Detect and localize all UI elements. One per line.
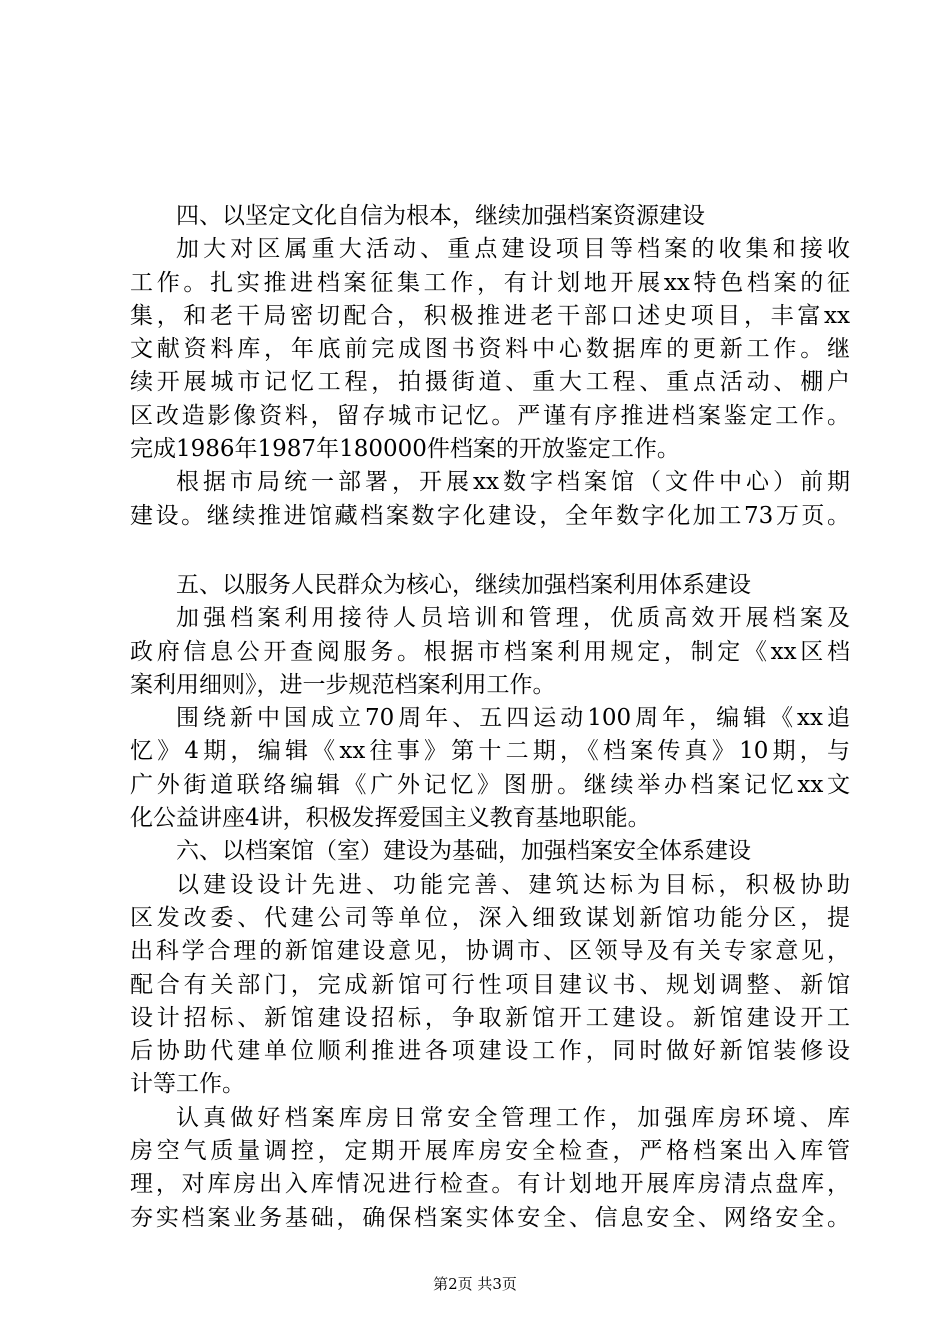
text-line: 区改造影像资料，留存城市记忆。严谨有序推进档案鉴定工作。 — [130, 402, 850, 429]
section-heading-4: 四、以坚定文化自信为根本，继续加强档案资源建设 — [176, 203, 705, 229]
text-line: 房空气质量调控，定期开展库房安全检查，严格档案出入库管 — [130, 1138, 850, 1165]
text-line: 夯实档案业务基础，确保档案实体安全、信息安全、网络安全。 — [130, 1204, 850, 1231]
text-line: 加强档案利用接待人员培训和管理，优质高效开展档案及 — [176, 605, 850, 632]
text-line: 加大对区属重大活动、重点建设项目等档案的收集和接收 — [176, 236, 850, 263]
text-line: 围绕新中国成立70周年、五四运动100周年，编辑《xx追 — [176, 705, 850, 732]
text-line: 广外街道联络编辑《广外记忆》图册。继续举办档案记忆xx文 — [130, 771, 850, 798]
section-heading-6: 六、以档案馆（室）建设为基础，加强档案安全体系建设 — [176, 838, 751, 865]
text-line: 忆》4期，编辑《xx往事》第十二期，《档案传真》10期，与 — [130, 738, 850, 765]
text-line: 政府信息公开查阅服务。根据市档案利用规定，制定《xx区档 — [130, 638, 850, 665]
text-line: 设计招标、新馆建设招标，争取新馆开工建设。新馆建设开工 — [130, 1004, 850, 1031]
text-line: 出科学合理的新馆建设意见，协调市、区领导及有关专家意见， — [130, 938, 850, 965]
document-body — [130, 200, 850, 1235]
text-line: 续开展城市记忆工程，拍摄街道、重大工程、重点活动、棚户 — [130, 369, 850, 396]
text-line: 案利用细则》，进一步规范档案利用工作。 — [130, 671, 556, 698]
text-line: 文献资料库，年底前完成图书资料中心数据库的更新工作。继 — [130, 336, 850, 363]
text-line: 区发改委、代建公司等单位，深入细致谋划新馆功能分区，提 — [130, 904, 850, 931]
page-number: 第2页 共3页 — [433, 1275, 517, 1293]
text-line: 根据市局统一部署，开展xx数字档案馆（文件中心）前期 — [176, 469, 850, 496]
text-line: 工作。扎实推进档案征集工作，有计划地开展xx特色档案的征 — [130, 269, 850, 296]
text-line: 理，对库房出入库情况进行检查。有计划地开展库房清点盘库， — [130, 1171, 850, 1198]
text-line: 完成1986年1987年180000件档案的开放鉴定工作。 — [130, 436, 680, 463]
text-line: 计等工作。 — [130, 1071, 245, 1098]
text-line: 集，和老干局密切配合，积极推进老干部口述史项目，丰富xx — [130, 302, 850, 329]
section-gap — [130, 533, 850, 569]
text-line: 化公益讲座4讲，积极发挥爱国主义教育基地职能。 — [130, 805, 651, 832]
text-line: 后协助代建单位顺利推进各项建设工作，同时做好新馆装修设 — [130, 1038, 850, 1065]
text-line: 配合有关部门，完成新馆可行性项目建议书、规划调整、新馆 — [130, 971, 850, 998]
section-heading-5: 五、以服务人民群众为核心，继续加强档案利用体系建设 — [176, 571, 751, 598]
text-line: 建设。继续推进馆藏档案数字化建设，全年数字化加工73万页。 — [130, 502, 850, 529]
text-line: 认真做好档案库房日常安全管理工作，加强库房环境、库 — [176, 1104, 850, 1131]
text-line: 以建设设计先进、功能完善、建筑达标为目标，积极协助 — [176, 871, 850, 898]
